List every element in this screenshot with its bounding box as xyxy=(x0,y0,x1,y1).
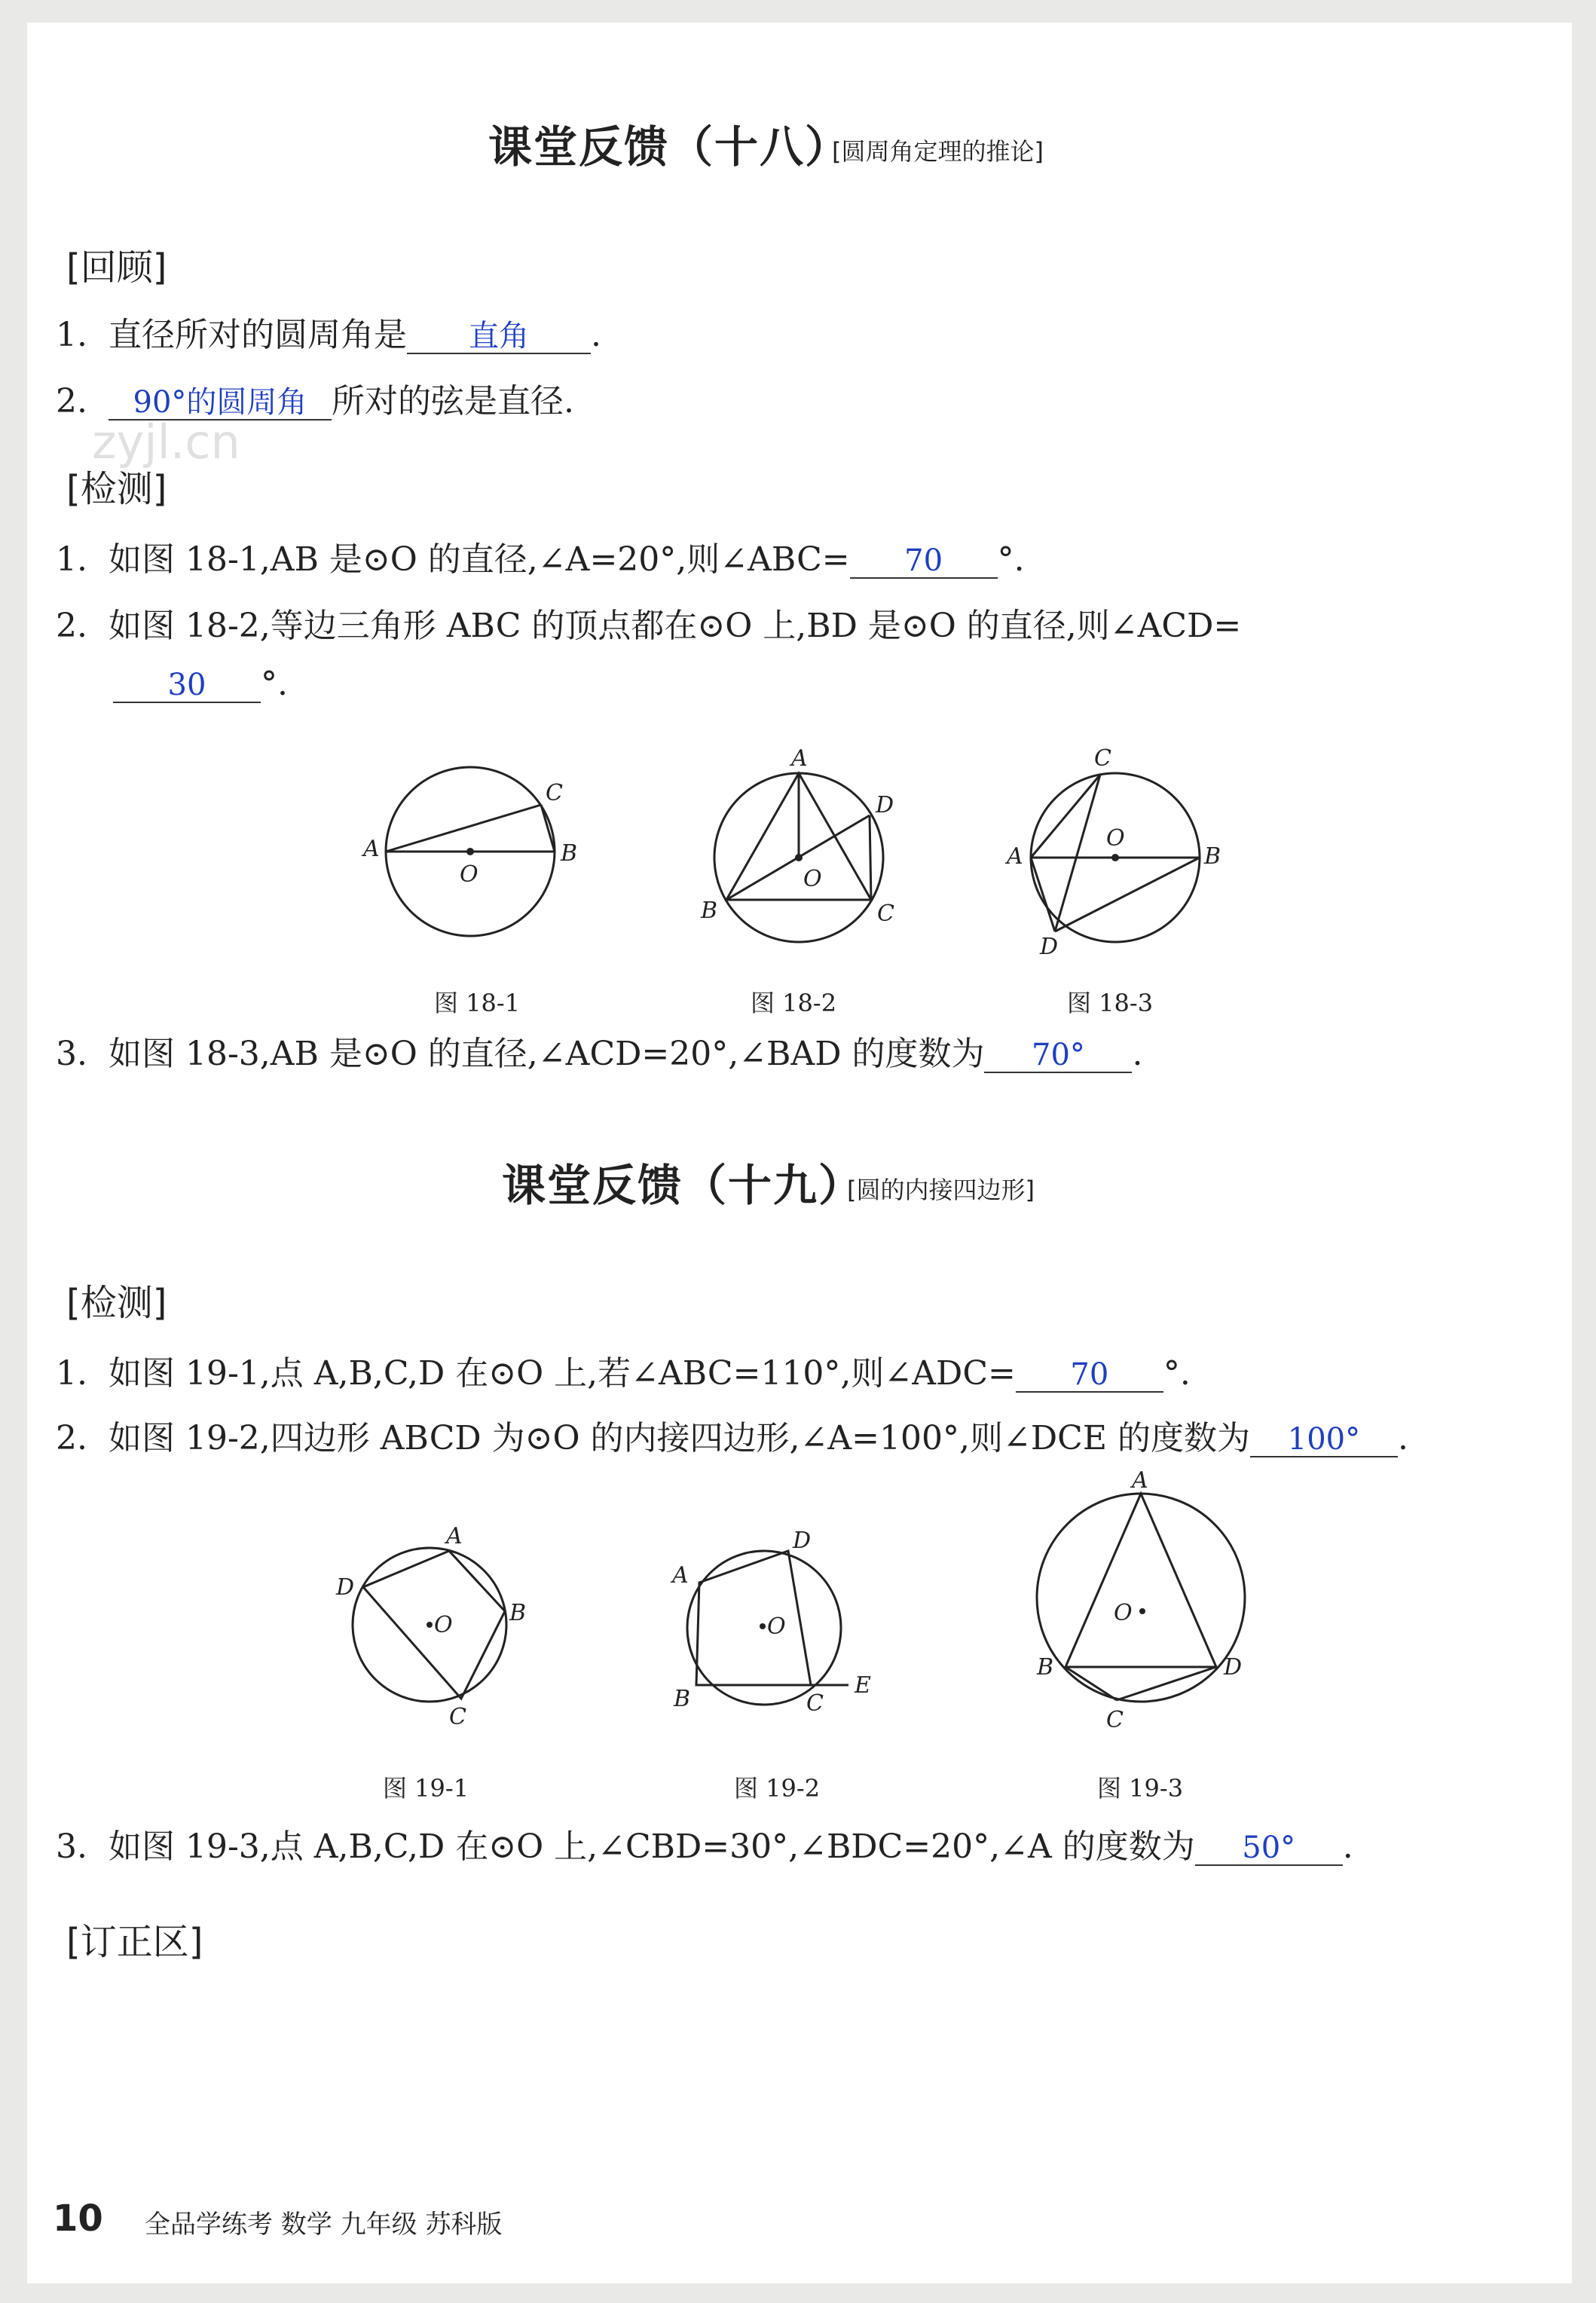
svg-text:B: B xyxy=(509,1600,527,1626)
s18-q1-answer[interactable]: 70 xyxy=(850,544,998,579)
watermark: zyjl.cn xyxy=(92,414,240,469)
svg-text:E: E xyxy=(855,1672,871,1699)
review-q1-answer[interactable]: 直角 xyxy=(407,320,591,354)
figure-18-3 xyxy=(1004,745,1221,960)
review-q1: 1. 直径所对的圆周角是 直角 . xyxy=(56,316,601,354)
check19-heading: [检测] xyxy=(66,1282,167,1324)
review-heading: [回顾] xyxy=(66,246,167,289)
figure-19-1 xyxy=(335,1523,526,1730)
svg-text:A: A xyxy=(363,836,380,862)
svg-text:C: C xyxy=(1094,745,1111,772)
caption-19-3: 图 19-3 xyxy=(1097,1774,1184,1803)
svg-text:C: C xyxy=(546,780,563,806)
footer-text: 全品学练考 数学 九年级 苏科版 xyxy=(145,2210,503,2240)
svg-text:C: C xyxy=(449,1704,466,1730)
s18-q2-line2: 30 °. xyxy=(113,665,288,703)
s18-q3-answer[interactable]: 70° xyxy=(984,1038,1132,1073)
correction-area[interactable] xyxy=(66,1982,1543,2178)
s18-q2: 2. 如图 18-2,等边三角形 ABC 的顶点都在⊙O 上,BD 是⊙O 的直径,则∠ACD= xyxy=(56,607,1242,645)
caption-18-1: 图 18-1 xyxy=(434,989,521,1017)
correction-heading: [订正区] xyxy=(66,1921,203,1963)
svg-text:O: O xyxy=(1114,1600,1133,1626)
figure-19-2 xyxy=(670,1528,871,1717)
s19-q2-answer[interactable]: 100° xyxy=(1250,1423,1398,1457)
svg-text:D: D xyxy=(1224,1654,1243,1681)
svg-text:O: O xyxy=(434,1612,453,1638)
page-number: 10 xyxy=(53,2197,103,2240)
figure-19-3 xyxy=(1036,1470,1245,1733)
svg-text:O: O xyxy=(767,1613,786,1640)
svg-text:D: D xyxy=(336,1574,355,1601)
caption-19-1: 图 19-1 xyxy=(383,1774,469,1803)
caption-18-2: 图 18-2 xyxy=(751,989,837,1017)
s18-q2-answer[interactable]: 30 xyxy=(113,668,261,703)
caption-19-2: 图 19-2 xyxy=(734,1774,821,1803)
s19-q1-answer[interactable]: 70 xyxy=(1016,1358,1163,1393)
section19-title: 课堂反馈（十九） xyxy=(502,1160,864,1211)
review-q2: 2. 90°的圆周角 所对的弦是直径. xyxy=(56,382,574,421)
section18-title: 课堂反馈（十八） xyxy=(488,121,851,173)
svg-text:D: D xyxy=(793,1528,812,1554)
s18-q1: 1. 如图 18-1,AB 是⊙O 的直径,∠A=20°,则∠ABC= 70 °. xyxy=(56,540,1025,579)
svg-text:O: O xyxy=(460,861,478,888)
figures-19 xyxy=(27,1470,1572,1741)
figure-18-1 xyxy=(361,767,577,936)
worksheet-page xyxy=(27,23,1572,2283)
s19-q3: 3. 如图 19-3,点 A,B,C,D 在⊙O 上,∠CBD=30°,∠BDC=20°,∠A 的度数为 50° . xyxy=(56,1827,1353,1866)
s19-q3-answer[interactable]: 50° xyxy=(1195,1831,1343,1866)
s18-q3: 3. 如图 18-3,AB 是⊙O 的直径,∠ACD=20°,∠BAD 的度数为 70° . xyxy=(56,1035,1143,1073)
svg-text:B: B xyxy=(561,840,578,867)
s19-q1: 1. 如图 19-1,点 A,B,C,D 在⊙O 上,若∠ABC=110°,则∠ADC= 70 °. xyxy=(56,1354,1191,1393)
svg-text:A: A xyxy=(791,745,808,772)
svg-text:C: C xyxy=(877,901,894,927)
svg-text:A: A xyxy=(1132,1470,1148,1494)
svg-text:D: D xyxy=(1040,934,1059,960)
figures-18 xyxy=(27,731,1572,972)
svg-text:B: B xyxy=(674,1686,691,1712)
svg-text:C: C xyxy=(1106,1707,1124,1733)
svg-text:A: A xyxy=(672,1562,689,1589)
s19-q2: 2. 如图 19-2,四边形 ABCD 为⊙O 的内接四边形,∠A=100°,则∠DCE 的度数为 100° . xyxy=(56,1419,1408,1457)
svg-text:B: B xyxy=(1037,1654,1054,1681)
section19-subtitle: [圆的内接四边形] xyxy=(847,1176,1035,1204)
svg-text:C: C xyxy=(806,1690,824,1717)
check18-heading: [检测] xyxy=(66,468,167,510)
review-q2-answer[interactable]: 90°的圆周角 xyxy=(109,386,332,421)
svg-text:A: A xyxy=(446,1523,463,1549)
svg-text:B: B xyxy=(701,898,718,924)
svg-text:O: O xyxy=(1106,825,1125,852)
svg-text:D: D xyxy=(876,792,894,818)
section18-subtitle: [圆周角定理的推论] xyxy=(832,137,1044,166)
svg-text:O: O xyxy=(803,866,822,892)
caption-18-3: 图 18-3 xyxy=(1067,989,1154,1017)
svg-text:B: B xyxy=(1204,843,1221,870)
svg-text:A: A xyxy=(1007,843,1023,870)
figure-18-2 xyxy=(700,745,894,942)
